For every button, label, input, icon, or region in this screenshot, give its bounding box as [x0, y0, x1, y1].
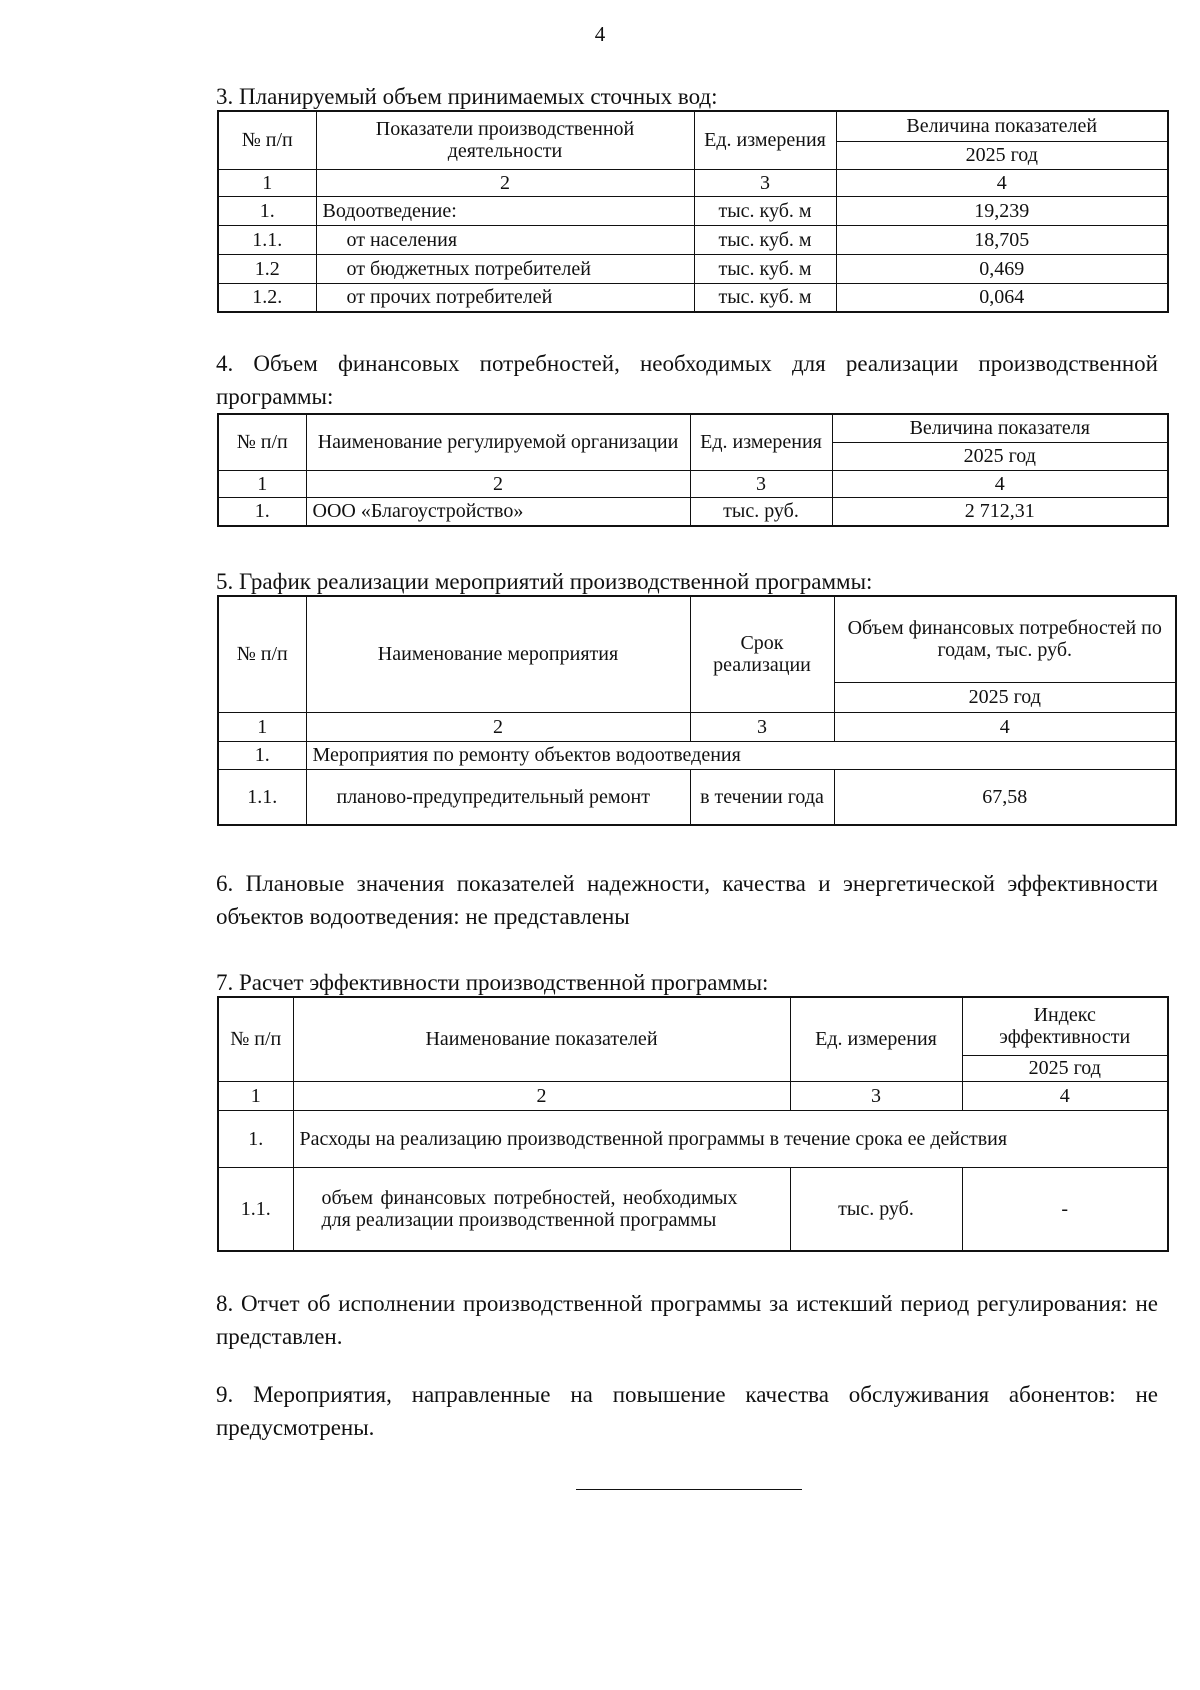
- header-year: 2025 год: [832, 442, 1168, 470]
- row-value: 18,705: [836, 225, 1168, 254]
- row-num: 1.: [218, 196, 316, 225]
- row-num: 1.: [218, 497, 306, 526]
- header-value-group: Индекс эффективности: [962, 997, 1168, 1055]
- header-name: Наименование регулируемой организации: [306, 414, 690, 470]
- row-unit: тыс. куб. м: [694, 196, 836, 225]
- column-number-row: [218, 169, 1168, 196]
- col-number: 2: [306, 712, 690, 741]
- column-number-row: [218, 1081, 1168, 1110]
- header-num: № п/п: [218, 111, 316, 169]
- col-number: 3: [694, 169, 836, 196]
- row-unit: тыс. куб. м: [694, 254, 836, 283]
- row-name: от населения: [316, 225, 694, 254]
- header-name: Наименование мероприятия: [306, 596, 690, 712]
- col-number: 4: [962, 1081, 1168, 1110]
- row-name: объем финансовых потребностей, необходимых для реализации производственной программы: [293, 1167, 790, 1251]
- table-row: [218, 254, 1168, 283]
- col-number: 3: [690, 470, 832, 497]
- col-number: 2: [293, 1081, 790, 1110]
- section-5-heading: 5. График реализации мероприятий производственной программы:: [216, 569, 873, 594]
- col-number: 3: [690, 712, 834, 741]
- column-number-row: [218, 470, 1168, 497]
- section-7-heading: 7. Расчет эффективности производственной программы:: [216, 970, 769, 995]
- table-row: [218, 769, 1176, 825]
- table-row: [218, 497, 1168, 526]
- section-3-heading: 3. Планируемый объем принимаемых сточных вод:: [216, 84, 718, 109]
- row-value: -: [962, 1167, 1168, 1251]
- row-unit: тыс. куб. м: [694, 225, 836, 254]
- col-number: 4: [832, 470, 1168, 497]
- header-name: Наименование показателей: [293, 997, 790, 1081]
- page-number: 4: [594, 22, 606, 46]
- header-term: Срок реализации: [690, 596, 834, 712]
- header-year: 2025 год: [962, 1055, 1168, 1081]
- section-9-text: 9. Мероприятия, направленные на повышение качества обслуживания абонентов: не предусмотрены.: [216, 1382, 1158, 1440]
- col-number: 1: [218, 169, 316, 196]
- group-title: Расходы на реализацию производственной программы в течение срока ее действия: [293, 1110, 1168, 1167]
- section-4-table: [217, 413, 1169, 527]
- row-name: от бюджетных потребителей: [316, 254, 694, 283]
- header-unit: Ед. измерения: [694, 111, 836, 169]
- header-unit: Ед. измерения: [790, 997, 962, 1081]
- row-name: Водоотведение:: [316, 196, 694, 225]
- section-4-heading: 4. Объем финансовых потребностей, необходимых для реализации производственной программы:: [216, 351, 1158, 409]
- row-unit: тыс. куб. м: [694, 283, 836, 312]
- row-num: 1.2.: [218, 283, 316, 312]
- header-value-group: Величина показателя: [832, 414, 1168, 442]
- header-year: 2025 год: [834, 682, 1176, 712]
- group-title: Мероприятия по ремонту объектов водоотведения: [306, 741, 1176, 769]
- row-unit: тыс. руб.: [690, 497, 832, 526]
- row-num: 1.1.: [218, 769, 306, 825]
- end-divider: [576, 1489, 802, 1490]
- row-value: 0,064: [836, 283, 1168, 312]
- row-name: ООО «Благоустройство»: [306, 497, 690, 526]
- header-unit: Ед. измерения: [690, 414, 832, 470]
- row-num: 1.2: [218, 254, 316, 283]
- section-7-table: [217, 996, 1169, 1252]
- col-number: 3: [790, 1081, 962, 1110]
- section-8-text: 8. Отчет об исполнении производственной программы за истекший период регулирования: не представлен.: [216, 1291, 1158, 1349]
- row-term: в течении года: [690, 769, 834, 825]
- table-row: [218, 225, 1168, 254]
- col-number: 4: [836, 169, 1168, 196]
- header-num: № п/п: [218, 414, 306, 470]
- col-number: 1: [218, 470, 306, 497]
- header-value-group: Объем финансовых потребностей по годам, тыс. руб.: [834, 596, 1176, 682]
- row-name: от прочих потребителей: [316, 283, 694, 312]
- header-num: № п/п: [218, 596, 306, 712]
- row-value: 0,469: [836, 254, 1168, 283]
- header-num: № п/п: [218, 997, 293, 1081]
- table-row: [218, 196, 1168, 225]
- table-row: [218, 283, 1168, 312]
- header-value-group: Величина показателей: [836, 111, 1168, 141]
- section-6-text: 6. Плановые значения показателей надежности, качества и энергетической эффективности объектов водоотведения: не представлены: [216, 871, 1158, 929]
- row-name: планово-предупредительный ремонт: [306, 769, 690, 825]
- header-year: 2025 год: [836, 141, 1168, 169]
- col-number: 2: [316, 169, 694, 196]
- row-value: 67,58: [834, 769, 1176, 825]
- group-num: 1.: [218, 741, 306, 769]
- group-row: [218, 1110, 1168, 1167]
- col-number: 1: [218, 1081, 293, 1110]
- row-num: 1.1.: [218, 225, 316, 254]
- section-5-table: [217, 595, 1177, 826]
- section-3-table: [217, 110, 1169, 313]
- header-name: Показатели производственной деятельности: [316, 111, 694, 169]
- row-value: 2 712,31: [832, 497, 1168, 526]
- col-number: 4: [834, 712, 1176, 741]
- row-unit: тыс. руб.: [790, 1167, 962, 1251]
- group-num: 1.: [218, 1110, 293, 1167]
- row-num: 1.1.: [218, 1167, 293, 1251]
- table-row: [218, 1167, 1168, 1251]
- column-number-row: [218, 712, 1176, 741]
- group-row: [218, 741, 1176, 769]
- col-number: 1: [218, 712, 306, 741]
- col-number: 2: [306, 470, 690, 497]
- row-value: 19,239: [836, 196, 1168, 225]
